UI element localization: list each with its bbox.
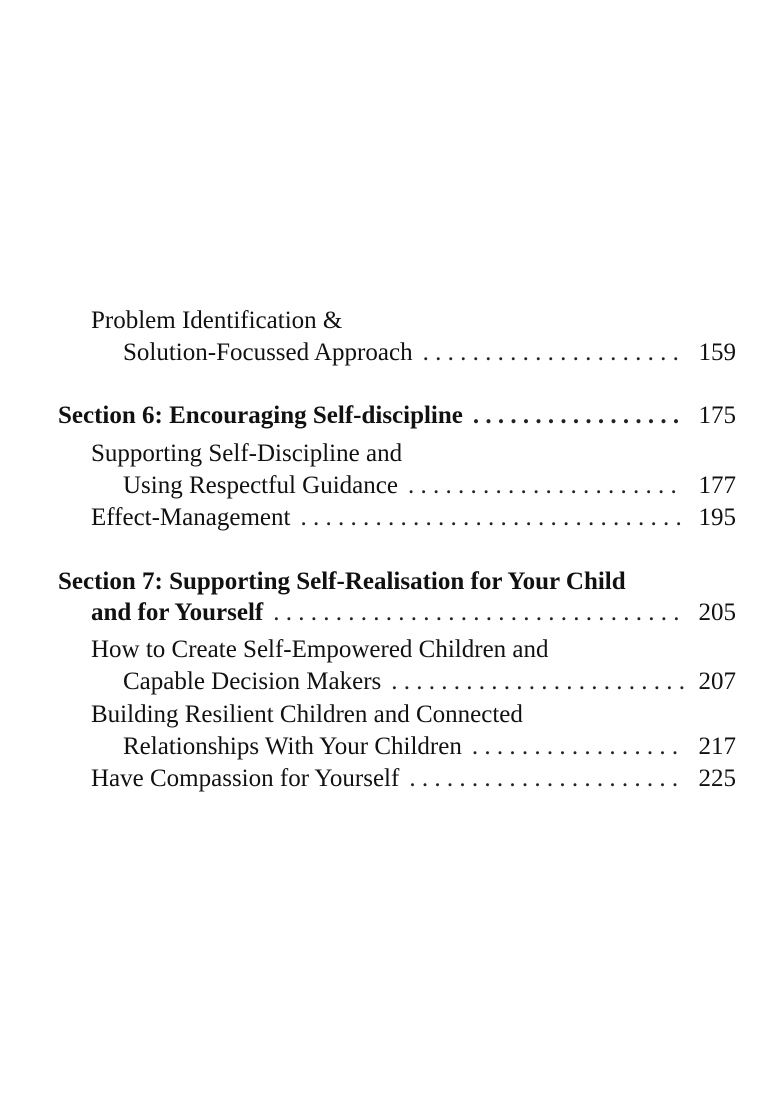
toc-entry-resilient-line1: Building Resilient Children and Connected: [91, 701, 523, 728]
page-number: 205: [698, 599, 736, 626]
dot-leader: [391, 666, 684, 698]
toc-entry-problem-identification-line1: Problem Identification &: [91, 307, 343, 334]
page-number: 159: [698, 339, 736, 366]
toc-entry-self-empowered: [123, 666, 736, 698]
section-title: Section 6: Encouraging Self-discipline: [58, 402, 463, 429]
dot-leader: [273, 597, 684, 629]
dot-leader: [300, 502, 684, 534]
toc-entry-self-discipline: [123, 470, 736, 502]
toc-entry-resilient: [123, 731, 736, 763]
toc-entry-label: Using Respectful Guidance: [123, 472, 398, 499]
toc-entry-label: Capable Decision Makers: [123, 668, 382, 695]
dot-leader: [409, 763, 684, 795]
dot-leader: [473, 400, 684, 432]
page-number: 225: [698, 765, 736, 792]
toc-entry-effect-management: [91, 502, 736, 534]
section-title: and for Yourself: [91, 599, 264, 626]
toc-entry-label: Effect-Management: [91, 504, 291, 531]
toc-entry-problem-identification: [123, 337, 736, 369]
page-number: 175: [698, 402, 736, 429]
page-number: 207: [698, 668, 736, 695]
toc-section-7-line1: Section 7: Supporting Self-Realisation for Your Child: [58, 568, 626, 595]
page-number: 177: [698, 472, 736, 499]
toc-entry-label: Relationships With Your Children: [123, 733, 462, 760]
toc-entry-self-discipline-line1: Supporting Self-Discipline and: [91, 440, 403, 467]
toc-section-7: [91, 597, 736, 629]
dot-leader: [423, 337, 684, 369]
toc-section-6: [58, 400, 736, 432]
toc-entry-compassion: [91, 763, 736, 795]
toc-entry-self-empowered-line1: How to Create Self-Empowered Children and: [91, 636, 549, 663]
toc-entry-label: Have Compassion for Yourself: [91, 765, 400, 792]
page-number: 195: [698, 504, 736, 531]
dot-leader: [472, 731, 684, 763]
page-number: 217: [698, 733, 736, 760]
dot-leader: [408, 470, 684, 502]
toc-entry-label: Solution-Focussed Approach: [123, 339, 413, 366]
